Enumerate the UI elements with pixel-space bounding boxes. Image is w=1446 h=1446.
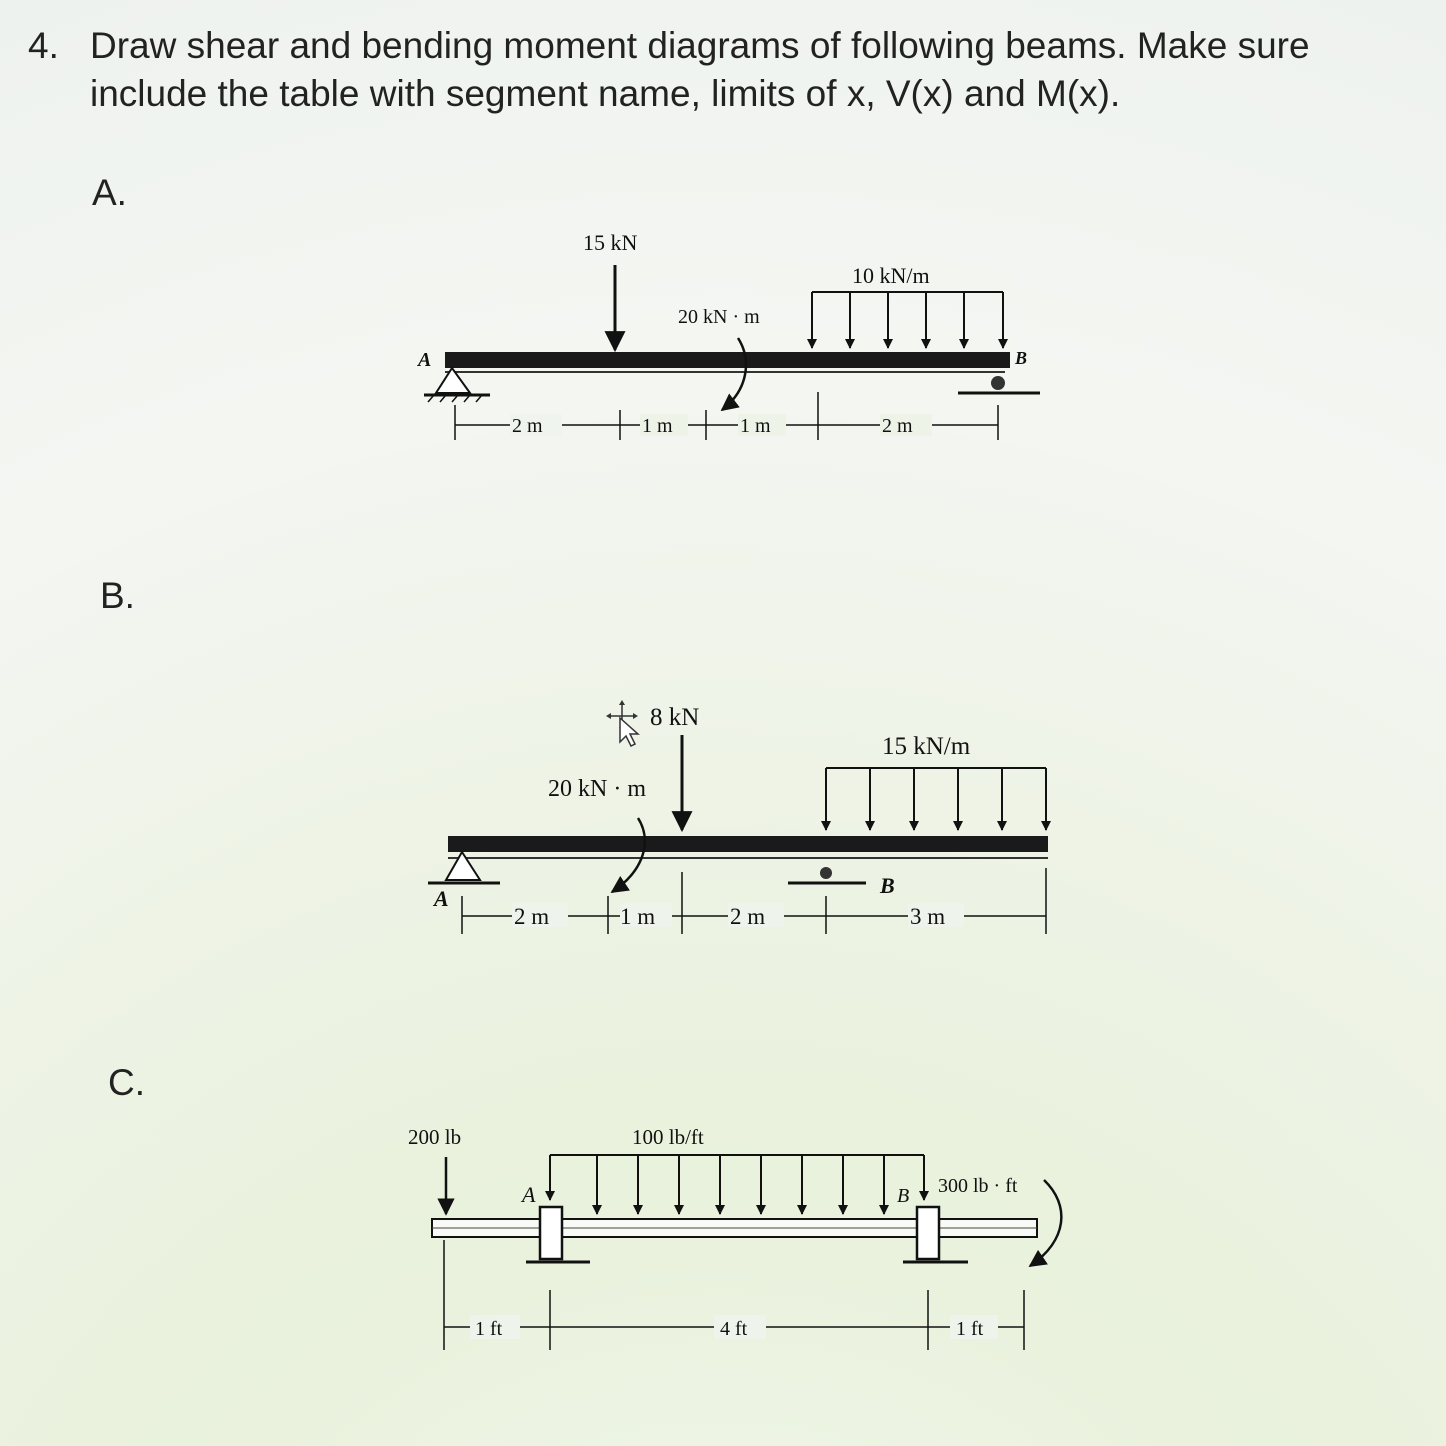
support-b-label: B: [1015, 348, 1028, 368]
moment-arrow: [612, 818, 645, 892]
dim-b-1: 2 m: [514, 904, 550, 929]
beam-a: [416, 230, 1040, 440]
move-cursor-icon: [606, 700, 638, 746]
point-load-label: 8 kN: [650, 704, 700, 731]
dim-a-4: 2 m: [882, 415, 913, 437]
moment-label: 300 lb · ft: [938, 1175, 1018, 1197]
support-b-roller: [958, 376, 1040, 393]
problem-number: 4.: [28, 25, 59, 66]
distributed-load-label: 100 lb/ft: [632, 1125, 704, 1149]
support-a-label: A: [522, 1182, 536, 1207]
distributed-load: [826, 768, 1046, 830]
beam-a-body: [445, 352, 1010, 368]
point-load-label: 200 lb: [408, 1125, 462, 1149]
dim-a-1: 2 m: [512, 415, 543, 437]
dimension-line-b: [462, 868, 1046, 934]
dimension-line-a: [455, 392, 998, 440]
dim-b-3: 2 m: [730, 904, 766, 929]
distributed-load: [812, 292, 1003, 348]
distributed-load: [550, 1155, 924, 1214]
moment-label: 20 kN · m: [548, 776, 646, 802]
dim-a-3: 1 m: [740, 415, 771, 437]
support-b-roller: [788, 867, 866, 883]
part-b-label: B.: [100, 575, 135, 616]
distributed-load-label: 10 kN/m: [852, 263, 930, 288]
dim-c-3: 1 ft: [956, 1318, 984, 1340]
dim-c-1: 1 ft: [475, 1318, 503, 1340]
part-a-label: A.: [92, 172, 127, 213]
beam-b: [428, 704, 1048, 934]
problem-text: Draw shear and bending moment diagrams of following beams. Make sure include the table with segment name, limits of x, V(x) and M(x).: [90, 25, 1310, 114]
support-a-pin: [424, 368, 490, 402]
distributed-load-label: 15 kN/m: [882, 733, 971, 760]
beam-b-body: [448, 836, 1048, 852]
dim-b-2: 1 m: [620, 904, 656, 929]
support-a-pin: [428, 852, 500, 883]
moment-label: 20 kN · m: [678, 306, 760, 328]
part-c-label: C.: [108, 1062, 145, 1103]
support-a-label: A: [418, 349, 432, 371]
support-a-label: A: [434, 886, 449, 911]
support-b-label: B: [897, 1185, 910, 1207]
dim-c-2: 4 ft: [720, 1318, 748, 1340]
dim-a-2: 1 m: [642, 415, 673, 437]
point-load-label: 15 kN: [583, 230, 638, 255]
dim-b-4: 3 m: [910, 904, 946, 929]
moment-arrow: [722, 338, 746, 410]
beam-c: [408, 1125, 1061, 1350]
support-b-label: B: [880, 873, 895, 898]
